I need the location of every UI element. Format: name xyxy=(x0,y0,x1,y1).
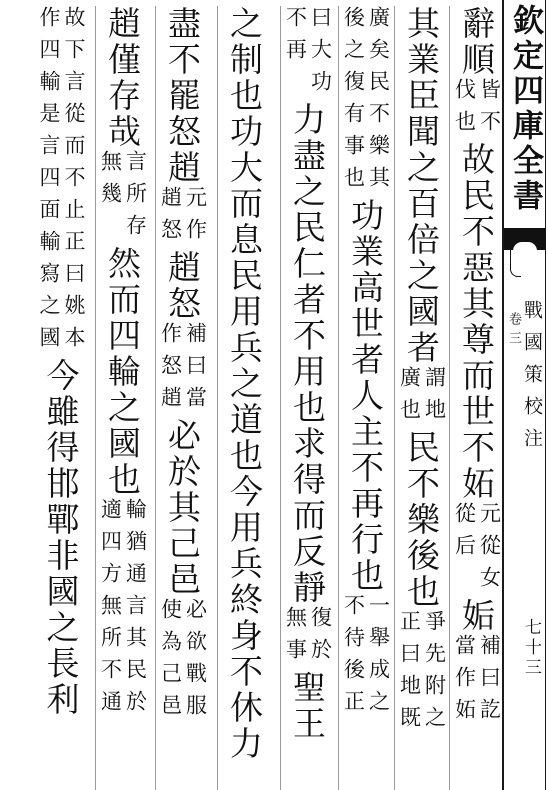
annotation-left-line: 使為己邑 xyxy=(158,598,183,726)
main-text: 力盡之民仁者不用也求得而反靜 xyxy=(288,102,327,606)
annotation xyxy=(285,6,331,102)
fishtail-mark xyxy=(504,228,546,250)
main-text: 功業高世者人主不再行也 xyxy=(346,198,385,594)
annotation xyxy=(160,598,206,726)
text-column xyxy=(394,6,448,790)
annotation-left-line: 作四輸是言四面輸寫之國 xyxy=(37,6,61,358)
main-text: 姤 xyxy=(457,598,496,634)
page-number: 七十三 xyxy=(521,618,541,678)
main-text: 必於其己邑 xyxy=(163,418,202,598)
main-text: 趙怒 xyxy=(163,250,202,322)
text-column xyxy=(338,6,392,790)
annotation xyxy=(38,6,84,358)
book-title: 戰國策校注 xyxy=(521,300,543,460)
main-text: 辭順 xyxy=(457,6,496,78)
main-text: 之制也功大而息民用兵之道也今用兵終身不休力 xyxy=(225,6,264,762)
annotation xyxy=(100,498,146,722)
main-text: 今雖得邯鄲非國之長利 xyxy=(41,358,81,718)
annotation-left-line: 適四方無所不通 xyxy=(98,498,123,722)
main-text: 聖王 xyxy=(288,670,327,742)
annotation-left-line: 正曰地既 xyxy=(397,610,422,738)
annotation-left-line: 無幾 xyxy=(98,150,123,214)
annotation-right-line: 復於 xyxy=(308,606,333,670)
text-column xyxy=(280,6,334,790)
annotation xyxy=(454,634,500,730)
annotation-right-line: 爭先附之 xyxy=(422,610,447,738)
annotation-left-line: 廣也 xyxy=(397,366,422,430)
annotation-right-line: 補曰當 xyxy=(183,322,208,418)
annotation-right-line: 補曰訖 xyxy=(477,634,502,730)
annotation-left-line: 當作妬 xyxy=(452,634,477,730)
annotation-right-line: 廣矣民不樂其 xyxy=(366,6,391,198)
annotation-right-line: 一舉成之 xyxy=(366,594,391,722)
text-column xyxy=(95,6,149,790)
main-text: 故民不惡其尊而世不妬 xyxy=(457,142,496,502)
annotation xyxy=(399,610,445,738)
main-text: 趙僅存哉 xyxy=(103,6,142,150)
text-column xyxy=(30,6,92,790)
main-text: 民不樂後也 xyxy=(402,430,441,610)
annotation-left-line: 不再 xyxy=(283,6,308,70)
annotation xyxy=(454,78,500,142)
annotation xyxy=(399,366,445,430)
annotation-left-line: 趙怒 xyxy=(158,186,183,250)
annotation xyxy=(160,186,206,250)
collection-title: 欽定四庫全書 xyxy=(507,4,543,214)
annotation-right-line: 皆不 xyxy=(477,78,502,142)
text-column xyxy=(155,6,209,790)
main-text: 盡不罷怒趙 xyxy=(163,6,202,186)
annotation-right-line: 謂地 xyxy=(422,366,447,430)
annotation-right-line: 曰大功 xyxy=(308,6,333,102)
volume-label: 卷三 xyxy=(506,312,521,350)
annotation xyxy=(100,150,146,246)
annotation xyxy=(343,6,389,198)
main-text: 其業臣聞之百倍之國者 xyxy=(402,6,441,366)
annotation-left-line: 後之復有事也 xyxy=(341,6,366,198)
annotation-left-line: 無事 xyxy=(283,606,308,670)
annotation-right-line: 輪猶通言其民於 xyxy=(123,498,148,722)
annotation-right-line: 元從女 xyxy=(477,502,502,598)
fishtail-tail-line xyxy=(510,250,521,277)
annotation xyxy=(454,502,500,598)
annotation-right-line: 必欲戰服 xyxy=(183,598,208,726)
annotation-right-line: 故下言從而不止正曰姚本 xyxy=(62,6,86,358)
annotation-right-line: 言所存 xyxy=(123,150,148,246)
text-column xyxy=(217,6,271,790)
annotation xyxy=(285,606,331,670)
center-margin-strip xyxy=(502,0,546,790)
annotation xyxy=(343,594,389,722)
main-text: 然而四輪之國也 xyxy=(103,246,142,498)
annotation-left-line: 從后 xyxy=(452,502,477,566)
annotation-right-line: 元作 xyxy=(183,186,208,250)
annotation-left-line: 作怒趙 xyxy=(158,322,183,418)
annotation-left-line: 伐也 xyxy=(452,78,477,142)
text-column xyxy=(449,6,503,790)
annotation xyxy=(160,322,206,418)
annotation-left-line: 不待後正 xyxy=(341,594,366,722)
